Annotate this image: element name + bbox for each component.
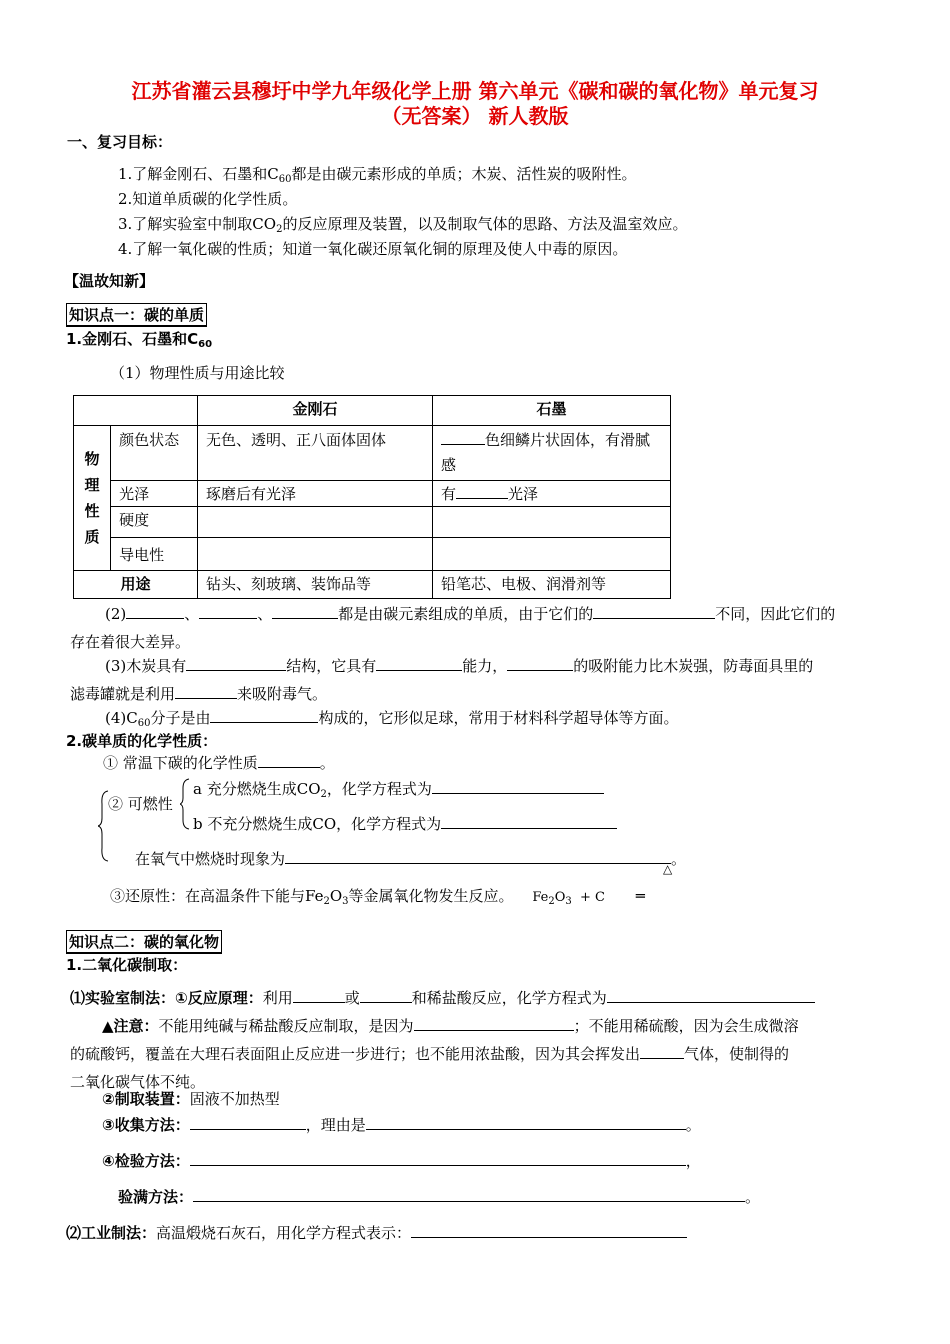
table-cell: 铅笔芯、电极、润滑剂等	[433, 571, 671, 599]
kp1-para-2: (2) 、 、 都是由碳元素组成的单质，由于它们的 不同，因此它们的 存在着很大差异。	[70, 605, 836, 651]
table-prop: 硬度	[111, 507, 198, 538]
chem-prop-2: ② 可燃性	[108, 795, 173, 813]
kp1-title: 知识点一：碳的单质	[66, 303, 207, 327]
goal-item-4: 4.了解一氧化碳的性质；知道一氧化碳还原氧化铜的原理及使人中毒的原因。	[118, 240, 628, 258]
table-cell: 色细鳞片状固体，有滑腻感	[433, 426, 671, 481]
curly-brace-icon	[180, 778, 190, 830]
table-prop: 导电性	[111, 538, 198, 571]
table-cell: 有 光泽	[433, 481, 671, 507]
table-cell	[198, 507, 433, 538]
page-title-line2: （无答案） 新人教版	[381, 104, 569, 128]
kp2-lab-method: ⑴实验室制法：①反应原理：利用 或 和稀盐酸反应，化学方程式为	[70, 984, 882, 1012]
kp2-test: ④检验方法： ，	[102, 1152, 701, 1170]
kp1-section-2: 2.碳单质的化学性质：	[66, 732, 218, 750]
goal-item-1: 1.了解金刚石、石墨和$C_{60}$都是由碳元素形成的单质；木炭、活性炭的吸附性。	[118, 165, 637, 185]
table-cell: 钻头、刻玻璃、装饰品等	[198, 571, 433, 599]
chem-prop-1: ① 常温下碳的化学性质 。	[103, 754, 335, 772]
chem-prop-2c: 在氧气中燃烧时现象为 。	[135, 850, 687, 868]
table-cell: 无色、透明、正八面体固体	[198, 426, 433, 481]
kp2-device: ②制取装置：固液不加热型	[102, 1090, 280, 1108]
kp1-subtitle: （1）物理性质与用途比较	[110, 364, 285, 382]
table-head-graphite: 石墨	[433, 396, 671, 426]
goals-heading: 一、复习目标：	[67, 133, 173, 151]
table-use-label: 用途	[74, 571, 198, 599]
goal-item-2: 2.知道单质碳的化学性质。	[118, 190, 298, 208]
table-cell	[198, 538, 433, 571]
kp1-para-3: (3)木炭具有 结构，它具有 能力， 的吸附能力比木炭强，防毒面具里的 滤毒罐就是利用 来吸附毒气。	[70, 657, 814, 703]
table-cell	[433, 538, 671, 571]
table-prop: 颜色状态	[111, 426, 198, 481]
kp2-section-1: 1.二氧化碳制取：	[66, 956, 188, 974]
heat-triangle-icon: △	[663, 862, 673, 876]
comparison-table	[73, 395, 671, 599]
kp2-collect: ③收集方法： ，理由是 。	[102, 1116, 701, 1134]
kp2-title: 知识点二：碳的氧化物	[66, 930, 222, 954]
table-cell: 琢磨后有光泽	[198, 481, 433, 507]
chem-prop-2a: a 充分燃烧生成$CO_2$，化学方程式为	[193, 778, 604, 799]
table-cell	[433, 507, 671, 538]
kp2-note: ▲注意：不能用纯碱与稀盐酸反应制取，是因为 ；不能用稀硫酸，因为会生成微溶 的硫酸钙，覆盖在大理石表面阻止反应进一步进行；也不能用浓盐酸，因为其会挥发出 气体，使制得的 二氧化碳气体不纯。	[70, 1017, 799, 1091]
page-title-line1: 江苏省灌云县穆圩中学九年级化学上册 第六单元《碳和碳的氧化物》单元复习	[131, 79, 819, 103]
table-head-diamond: 金刚石	[198, 396, 433, 426]
goal-item-3: 3.了解实验室中制取$CO_2$的反应原理及装置，以及制取气体的思路、方法及温室效应。	[118, 215, 688, 235]
kp1-section-1: 1.金刚石、石墨和$C_{60}$	[66, 330, 213, 350]
kp1-para-4: $(4)C_{60}$分子是由 构成的，它形似足球，常用于材料科学超导体等方面。	[105, 709, 679, 729]
table-prop: 光泽	[111, 481, 198, 507]
kp2-full: 验满方法： 。	[118, 1188, 761, 1206]
review-heading: 【温故知新】	[64, 272, 155, 290]
chem-prop-3: ③还原性：在高温条件下能与$Fe_2O_3$等金属氧化物发生反应。 $Fe_2O_3 + C$ ═	[110, 887, 645, 907]
chem-prop-2b: b 不充分燃烧生成CO，化学方程式为	[193, 813, 617, 834]
kp2-industrial: ⑵工业制法：高温煅烧石灰石，用化学方程式表示：	[66, 1222, 687, 1243]
table-group-label: 物理性质	[74, 426, 111, 571]
